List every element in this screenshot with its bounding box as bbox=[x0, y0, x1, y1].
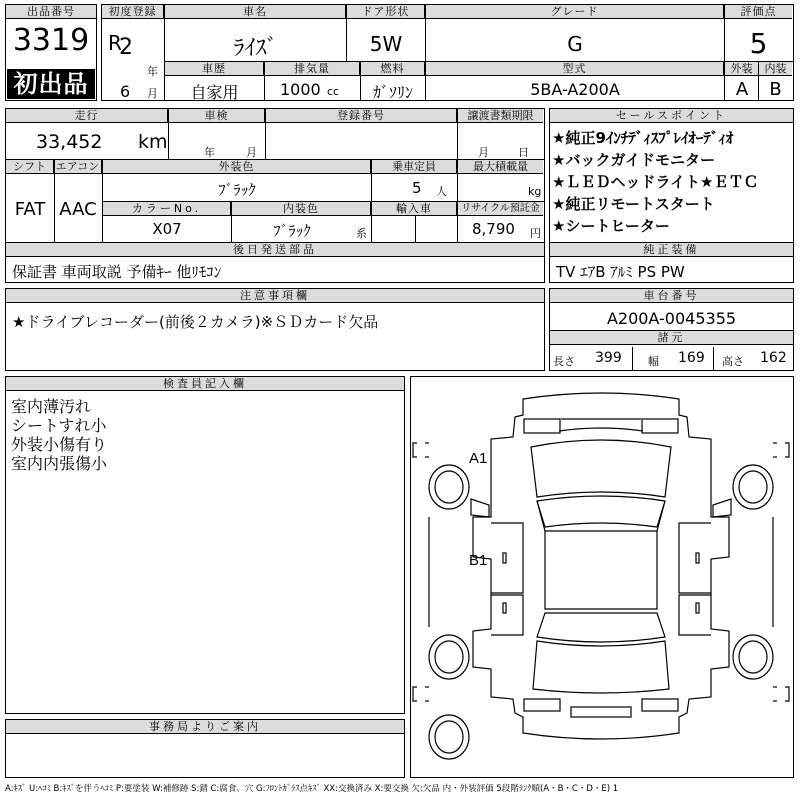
aircon: AAC bbox=[59, 199, 97, 220]
displacement: 1000 bbox=[280, 80, 321, 99]
mileage-label: 走行 bbox=[6, 109, 168, 123]
lot-number-box bbox=[5, 4, 97, 101]
displacement-unit: cc bbox=[327, 85, 340, 98]
load-unit: kg bbox=[528, 185, 542, 198]
month: 6 bbox=[120, 82, 131, 101]
chassis-label: 車台番号 bbox=[550, 289, 793, 303]
height-label: 高さ bbox=[722, 355, 744, 368]
height: 162 bbox=[760, 350, 787, 366]
office-label: 事務局よりご案内 bbox=[6, 720, 404, 734]
sales-point-item: ★シートヒーター bbox=[552, 217, 670, 235]
inspector-note: 外装小傷有り bbox=[11, 435, 108, 454]
transfer-month-unit: 月 bbox=[478, 146, 489, 159]
displacement-label: 排気量 bbox=[265, 62, 360, 76]
inspector-notes-list bbox=[11, 397, 107, 473]
interior-grade: B bbox=[769, 79, 782, 100]
exterior-grade: A bbox=[735, 79, 749, 100]
legend: A:ｷｽﾞ U:ﾍｺﾐ B:ｷｽﾞを伴うﾍｺﾐ P:要塗装 W:補修跡 S:錆 C:腐食、穴 G:ﾌﾛﾝﾄｶﾞﾗｽ点ｷｽﾞ XX:交換済み X:要交換 欠:欠品 内・外装評価 5段階ﾗﾝｸ順(A・B・C・D・E) 1 bbox=[5, 784, 619, 794]
office-box bbox=[5, 719, 405, 778]
width-label: 幅 bbox=[648, 355, 659, 368]
int-color-label: 内装色 bbox=[232, 202, 371, 216]
car-name-label: 車名 bbox=[165, 5, 346, 19]
mileage-unit: km bbox=[138, 131, 168, 153]
grade-label: グレード bbox=[426, 5, 724, 19]
sales-point-item: ★純正リモートスタート bbox=[552, 195, 715, 213]
sales-points-box bbox=[549, 108, 794, 283]
notes-box bbox=[5, 288, 545, 371]
chassis-number: A200A-0045355 bbox=[606, 309, 737, 328]
width: 169 bbox=[678, 350, 705, 366]
mileage: 33,452 bbox=[36, 131, 103, 153]
int-color: ﾌﾞﾗｯｸ bbox=[273, 222, 311, 240]
load-label: 最大積載量 bbox=[458, 160, 543, 174]
inspector-box bbox=[5, 376, 405, 714]
car-diagram-box bbox=[410, 376, 794, 778]
inspector-note: 室内薄汚れ bbox=[11, 397, 92, 416]
year-unit: 年 bbox=[147, 65, 158, 78]
history: 自家用 bbox=[190, 83, 239, 102]
interior-label: 内装 bbox=[759, 62, 792, 76]
transfer-docs-label: 譲渡書類期限 bbox=[458, 109, 543, 123]
inspection-month-unit: 月 bbox=[246, 146, 257, 159]
score: 5 bbox=[749, 27, 768, 60]
grade: G bbox=[567, 32, 583, 56]
door-label: ドア形状 bbox=[347, 5, 425, 19]
exterior-label: 外装 bbox=[725, 62, 759, 76]
damage-mark-b1: B1 bbox=[469, 552, 488, 569]
inspection-label: 車検 bbox=[169, 109, 265, 123]
vehicle-info-table bbox=[101, 4, 794, 101]
inspection-year-unit: 年 bbox=[204, 146, 215, 159]
car-diagram bbox=[411, 377, 791, 775]
first-reg-label: 初度登録 bbox=[102, 5, 164, 19]
era: R bbox=[108, 31, 122, 55]
capacity-unit: 人 bbox=[436, 185, 447, 198]
capacity-label: 乗車定員 bbox=[372, 160, 457, 174]
color-no: X07 bbox=[152, 220, 182, 238]
color-no-label: カラーNo. bbox=[103, 202, 231, 216]
model-code-label: 型式 bbox=[426, 62, 724, 76]
inspector-label: 検査員記入欄 bbox=[6, 377, 404, 391]
notes-label: 注意事項欄 bbox=[6, 289, 544, 303]
sales-points-label: セールスポイント bbox=[550, 109, 793, 123]
era-year: 2 bbox=[119, 35, 133, 60]
dims-label: 諸元 bbox=[550, 331, 793, 345]
aircon-label: エアコン bbox=[54, 160, 102, 174]
recycle-fee: 8,790 bbox=[472, 220, 515, 238]
history-label: 車歴 bbox=[165, 62, 264, 76]
chassis-box bbox=[549, 288, 794, 371]
score-label: 評価点 bbox=[725, 5, 792, 19]
transfer-day-unit: 日 bbox=[518, 146, 529, 159]
ext-color: ﾌﾞﾗｯｸ bbox=[218, 181, 256, 199]
capacity: 5 bbox=[412, 179, 422, 197]
fuel: ｶﾞｿﾘﾝ bbox=[372, 83, 413, 102]
sales-point-item: ★バックガイドモニター bbox=[552, 151, 715, 169]
detail-table bbox=[5, 108, 545, 283]
damage-mark-a1: A1 bbox=[469, 450, 488, 467]
equipment-label: 純正装備 bbox=[550, 243, 793, 257]
recycle-unit: 円 bbox=[530, 227, 541, 240]
later-parts-label: 後日発送部品 bbox=[6, 243, 544, 257]
int-color-suffix: 系 bbox=[356, 227, 367, 240]
sales-point-item: ★ＬＥＤヘッドライト★ＥＴＣ bbox=[552, 173, 759, 191]
model-code: 5BA-A200A bbox=[530, 80, 620, 99]
fuel-label: 燃料 bbox=[361, 62, 425, 76]
month-unit: 月 bbox=[147, 87, 158, 100]
later-parts: 保証書 車両取説 予備ｷｰ 他ﾘﾓｺﾝ bbox=[12, 263, 222, 281]
door-type: 5W bbox=[369, 32, 403, 56]
lot-number: 3319 bbox=[12, 23, 90, 58]
first-listing-badge: 初出品 bbox=[7, 69, 95, 99]
length: 399 bbox=[595, 350, 622, 366]
car-name: ﾗｲｽﾞ bbox=[233, 36, 278, 61]
reg-no-label: 登録番号 bbox=[266, 109, 457, 123]
notes: ★ドライブレコーダー(前後２カメラ)※ＳＤカード欠品 bbox=[12, 313, 379, 331]
shift-label: シフト bbox=[6, 160, 54, 174]
lot-number-label: 出品番号 bbox=[6, 5, 96, 19]
recycle-label: リサイクル預託金 bbox=[458, 202, 543, 216]
inspector-note: 室内内張傷小 bbox=[11, 454, 108, 473]
equipment: TV ｴｱB ｱﾙﾐ PS PW bbox=[556, 263, 685, 281]
car-body-outline bbox=[473, 393, 729, 739]
ext-color-label: 外装色 bbox=[103, 160, 371, 174]
inspector-note: シートすれ小 bbox=[11, 416, 107, 435]
shift: FAT bbox=[14, 199, 46, 220]
length-label: 長さ bbox=[553, 355, 575, 368]
sales-points-list bbox=[552, 127, 758, 237]
import-label: 輸入車 bbox=[372, 202, 457, 216]
sales-point-item: ★純正9ｲﾝﾁﾃﾞｨｽﾌﾟﾚｲｵｰﾃﾞｨｵ bbox=[552, 129, 734, 147]
